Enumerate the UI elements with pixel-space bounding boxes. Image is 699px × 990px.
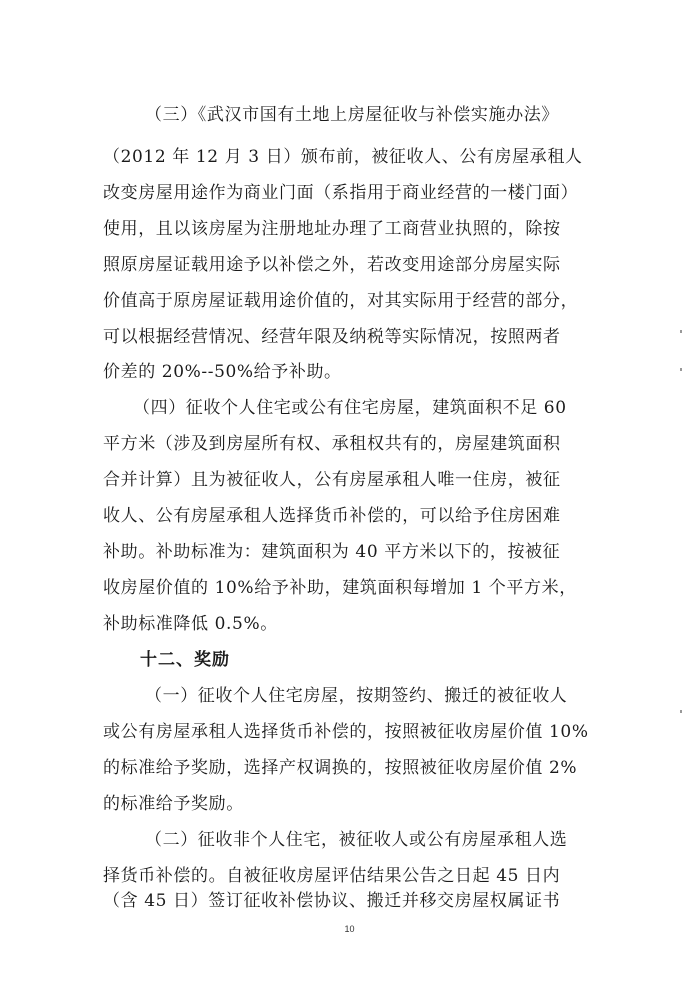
paragraph-3-line-8: 价差的 20%--50%给予补助。 (103, 362, 342, 382)
paragraph-4-line-7: 补助标准降低 0.5%。 (103, 614, 278, 634)
paragraph-3-line-1: （三）《武汉市国有土地上房屋征收与补偿实施办法》 (145, 105, 559, 125)
scan-mark (680, 710, 682, 713)
paragraph-r2-line-2: 择货币补偿的。自被征收房屋评估结果公告之日起 45 日内 (103, 866, 561, 886)
scan-mark (680, 330, 682, 333)
paragraph-4-line-5: 补助。补助标准为：建筑面积为 40 平方米以下的，按被征 (103, 542, 561, 562)
paragraph-r1-line-1: （一）征收个人住宅房屋，按期签约、搬迁的被征收人 (145, 686, 568, 706)
paragraph-3-line-3: 改变房屋用途作为商业门面（系指用于商业经营的一楼门面） (103, 183, 579, 203)
paragraph-r2-line-1: （二）征收非个人住宅，被征收人或公有房屋承租人选 (145, 830, 568, 850)
paragraph-3-line-5: 照原房屋证载用途予以补偿之外，若改变用途部分房屋实际 (103, 255, 561, 275)
scan-mark (680, 368, 682, 371)
paragraph-3-line-2: （2012 年 12 月 3 日）颁布前，被征收人、公有房屋承租人 (103, 147, 583, 167)
page-number: 10 (344, 924, 355, 934)
paragraph-4-line-6: 收房屋价值的 10%给予补助，建筑面积每增加 1 个平方米， (103, 578, 577, 598)
paragraph-4-line-3: 合并计算）且为被征收人，公有房屋承租人唯一住房，被征 (103, 470, 561, 490)
paragraph-r1-line-2: 或公有房屋承租人选择货币补偿的，按照被征收房屋价值 10% (103, 722, 589, 742)
paragraph-4-line-1: （四）征收个人住宅或公有住宅房屋，建筑面积不足 60 (133, 398, 567, 418)
paragraph-3-line-4: 使用，且以该房屋为注册地址办理了工商营业执照的，除按 (103, 219, 561, 239)
paragraph-3-line-6: 价值高于原房屋证载用途价值的，对其实际用于经营的部分， (103, 291, 579, 311)
paragraph-r1-line-4: 的标准给予奖励。 (103, 794, 244, 814)
paragraph-r1-line-3: 的标准给予奖励，选择产权调换的，按照被征收房屋价值 2% (103, 758, 578, 778)
paragraph-3-line-7: 可以根据经营情况、经营年限及纳税等实际情况，按照两者 (103, 327, 561, 347)
section-heading-rewards: 十二、奖励 (140, 650, 230, 670)
paragraph-r2-line-3: （含 45 日）签订征收补偿协议、搬迁并移交房屋权属证书 (103, 891, 561, 911)
paragraph-4-line-2: 平方米（涉及到房屋所有权、承租权共有的，房屋建筑面积 (103, 434, 561, 454)
paragraph-4-line-4: 收人、公有房屋承租人选择货币补偿的，可以给予住房困难 (103, 506, 561, 526)
